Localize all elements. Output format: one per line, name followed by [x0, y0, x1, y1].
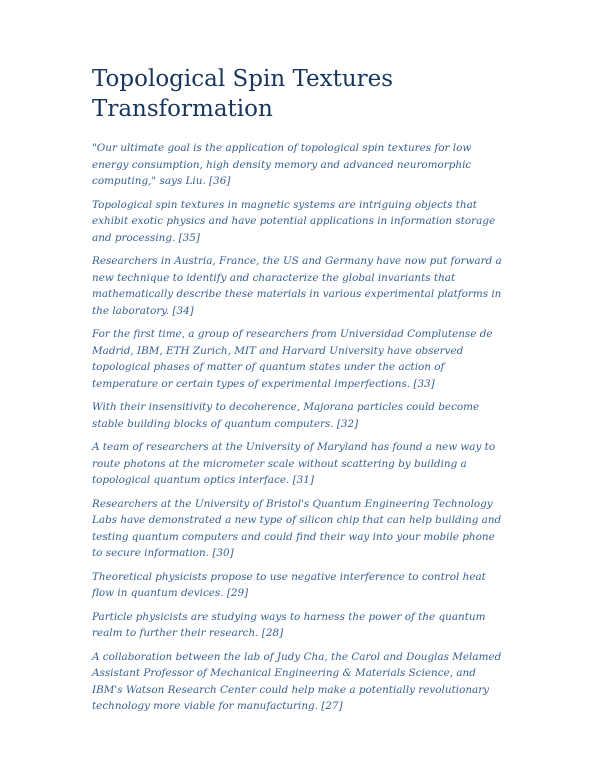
- abstract-paragraph: "Our ultimate goal is the application of topological spin textures for low energy consumption, high density memory and advanced neuromorphic computing," says Liu. [36]: [92, 142, 472, 187]
- abstract-paragraph: For the first time, a group of researchers from Universidad Complutense de Madrid, IBM, ETH Zurich, MIT and Harvard University have observed topological phases of matter of quantum states under the action of temperature or certain types of experimental imperfections. [33]: [92, 328, 493, 390]
- document-title: Topological Spin Textures Transformation: [92, 66, 394, 122]
- abstract-paragraph: Particle physicists are studying ways to harness the power of the quantum realm to further their research. [28]: [92, 610, 486, 639]
- abstract-paragraph: Researchers at the University of Bristol's Quantum Engineering Technology Labs have demonstrated a new type of silicon chip that can help building and testing quantum computers and could find their way into your mobile phone to secure information. [30]: [92, 497, 502, 559]
- abstract-paragraph: A collaboration between the lab of Judy Cha, the Carol and Douglas Melamed Assistant Professor of Mechanical Engineering & Materials Science, and IBM's Watson Research Center could help make a potentially revolutionary technology more viable for manufacturing. [27]: [92, 650, 502, 712]
- abstract-paragraph: Theoretical physicists propose to use negative interference to control heat flow in quantum devices. [29]: [92, 570, 486, 599]
- abstract-list: [92, 140, 508, 722]
- abstract-paragraph: Topological spin textures in magnetic systems are intriguing objects that exhibit exotic physics and have potential applications in information storage and processing. [35]: [92, 198, 496, 244]
- abstract-paragraph: Researchers in Austria, France, the US and Germany have now put forward a new technique to identify and characterize the global invariants that mathematically describe these materials in various experimental platforms in the laboratory. [34]: [92, 255, 502, 317]
- abstract-paragraph: With their insensitivity to decoherence, Majorana particles could become stable building blocks of quantum computers. [32]: [92, 401, 480, 430]
- abstract-paragraph: A team of researchers at the University of Maryland has found a new way to route photons at the micrometer scale without scattering by building a topological quantum optics interface. [31]: [92, 441, 496, 486]
